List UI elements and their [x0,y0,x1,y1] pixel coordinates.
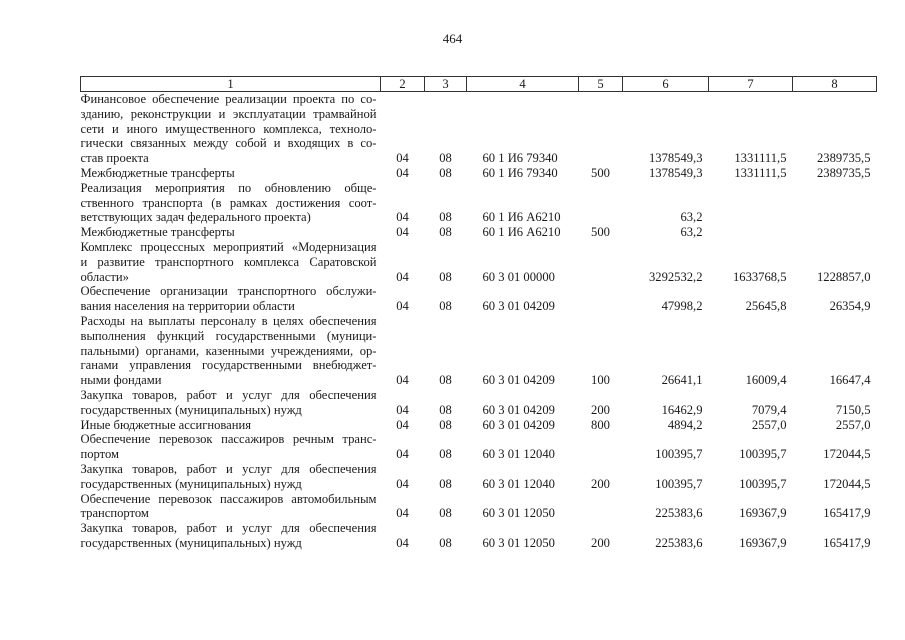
table-row [81,462,877,492]
amount-col7: 1331111,5 [734,151,787,166]
target-article: 60 3 01 12040 [482,447,555,462]
table-row [81,181,877,225]
row-description [81,462,381,492]
table-row [81,388,877,418]
table-row [81,492,877,522]
subsection-code: 08 [439,210,452,225]
description-line: выполнения функций государственными (муници- [80,328,377,343]
table-row [81,521,877,551]
description-line: Межбюджетные трансферты [80,165,235,180]
expense-type: 500 [591,165,610,180]
description-line: государственных (муниципальных) нужд [80,535,302,550]
amount-col8: 26354,9 [829,299,871,314]
expense-type: 200 [591,535,610,550]
row-description [81,225,381,240]
description-line: и развитие транспортного комплекса Саратовской [80,254,377,269]
description-line: ганами управления государственными внебюджет- [80,358,377,373]
table-row [81,240,877,284]
column-header-5: 5 [579,77,623,92]
target-article: 60 1 И6 A6210 [482,210,561,225]
amount-col6: 225383,6 [655,535,703,550]
expense-type [579,181,623,225]
row-description [81,432,381,462]
description-line: сети и иного имущественного комплекса, техноло- [80,121,377,136]
row-description [81,388,381,418]
table-row [81,314,877,388]
column-header-8: 8 [793,77,877,92]
description-line: Финансовое обеспечение реализации проекта по со- [80,92,377,106]
description-line: Расходы на выплаты персоналу в целях обеспечения [80,313,377,328]
amount-col6: 16462,9 [661,402,703,417]
table-row [81,92,877,166]
table-row [81,432,877,462]
amount-col7 [709,181,793,225]
subsection-code: 08 [439,225,452,240]
description-line: Закупка товаров, работ и услуг для обеспечения [80,387,377,402]
amount-col6: 3292532,2 [648,269,703,284]
amount-col8: 2557,0 [835,417,871,432]
description-line: Межбюджетные трансферты [80,225,235,240]
description-line: государственных (муниципальных) нужд [80,402,302,417]
target-article: 60 1 И6 A6210 [482,225,561,240]
amount-col7: 100395,7 [739,476,787,491]
amount-col6: 4894,2 [667,417,703,432]
row-description [81,240,381,284]
amount-col8: 16647,4 [829,373,871,388]
subsection-code: 08 [439,447,452,462]
description-line: гически связанных между собой и входящих в со- [80,136,377,151]
expense-type [579,492,623,522]
section-code: 04 [396,447,409,462]
amount-col6: 100395,7 [655,447,703,462]
column-header-1: 1 [81,77,381,92]
column-header-3: 3 [425,77,467,92]
description-line: Комплекс процессных мероприятий «Модернизация [80,239,377,254]
budget-table [80,76,877,551]
amount-col8: 2389735,5 [816,165,871,180]
amount-col6: 1378549,3 [648,165,703,180]
description-line: зданию, реконструкции и эксплуатации трамвайной [80,106,377,121]
section-code: 04 [396,299,409,314]
target-article: 60 3 01 04209 [482,402,555,417]
amount-col6: 225383,6 [655,506,703,521]
expense-type: 200 [591,476,610,491]
table-row [81,166,877,181]
description-line: пальными) органами, казенными учреждениями, ор- [80,343,377,358]
description-line: вания населения на территории области [80,299,295,314]
subsection-code: 08 [439,269,452,284]
amount-col7: 2557,0 [751,417,787,432]
column-header-7: 7 [709,77,793,92]
column-header-4: 4 [467,77,579,92]
amount-col6: 63,2 [680,225,703,240]
amount-col8: 172044,5 [823,476,871,491]
amount-col7: 7079,4 [751,402,787,417]
target-article: 60 3 01 12050 [482,506,555,521]
target-article: 60 3 01 00000 [482,269,555,284]
description-line: Закупка товаров, работ и услуг для обеспечения [80,461,377,476]
expense-type [579,92,623,166]
amount-col7: 1633768,5 [732,269,787,284]
amount-col8: 165417,9 [823,506,871,521]
target-article: 60 3 01 04209 [482,299,555,314]
header-row [81,77,877,92]
description-line: Обеспечение перевозок пассажиров речным транс- [80,432,377,447]
section-code: 04 [396,373,409,388]
column-header-6: 6 [623,77,709,92]
subsection-code: 08 [439,535,452,550]
column-header-2: 2 [381,77,425,92]
row-description [81,314,381,388]
amount-col6: 1378549,3 [648,151,703,166]
section-code: 04 [396,269,409,284]
description-line: области» [80,269,129,284]
expense-type: 100 [591,373,610,388]
expense-type [579,240,623,284]
row-description [81,418,381,433]
subsection-code: 08 [439,373,452,388]
amount-col7: 25645,8 [745,299,787,314]
row-description [81,92,381,166]
description-line: ветствующих задач федерального проекта) [80,210,311,225]
table-row [81,418,877,433]
table-row [81,284,877,314]
section-code: 04 [396,535,409,550]
amount-col8: 1228857,0 [816,269,871,284]
row-description [81,521,381,551]
page-number: 464 [442,31,463,46]
target-article: 60 1 И6 79340 [482,151,558,166]
expense-type: 500 [591,225,610,240]
amount-col7: 100395,7 [739,447,787,462]
description-line: Иные бюджетные ассигнования [80,417,252,432]
row-description [81,492,381,522]
amount-col7: 1331111,5 [734,165,787,180]
row-description [81,166,381,181]
description-line: государственных (муниципальных) нужд [80,476,302,491]
section-code: 04 [396,225,409,240]
description-line: став проекта [80,151,149,166]
amount-col7 [709,225,793,240]
amount-col7: 169367,9 [739,535,787,550]
target-article: 60 3 01 04209 [482,373,555,388]
section-code: 04 [396,417,409,432]
table-row [81,225,877,240]
description-line: Обеспечение организации транспортного обслужи- [80,284,377,299]
description-line: Реализация мероприятия по обновлению обще- [80,180,377,195]
subsection-code: 08 [439,417,452,432]
amount-col7: 169367,9 [739,506,787,521]
amount-col6: 63,2 [680,210,703,225]
section-code: 04 [396,151,409,166]
subsection-code: 08 [439,506,452,521]
amount-col8 [793,181,877,225]
subsection-code: 08 [439,165,452,180]
description-line: ственного транспорта (в рамках достижения соот- [80,195,377,210]
amount-col8 [793,225,877,240]
section-code: 04 [396,210,409,225]
subsection-code: 08 [439,151,452,166]
amount-col6: 47998,2 [661,299,703,314]
subsection-code: 08 [439,476,452,491]
amount-col6: 100395,7 [655,476,703,491]
row-description [81,284,381,314]
expense-type [579,284,623,314]
description-line: портом [80,447,120,462]
expense-type: 200 [591,402,610,417]
amount-col7: 16009,4 [745,373,787,388]
amount-col8: 7150,5 [835,402,871,417]
section-code: 04 [396,165,409,180]
target-article: 60 3 01 04209 [482,417,555,432]
description-line: Закупка товаров, работ и услуг для обеспечения [80,521,377,536]
description-line: ными фондами [80,373,162,388]
section-code: 04 [396,402,409,417]
amount-col6: 26641,1 [661,373,703,388]
amount-col8: 2389735,5 [816,151,871,166]
expense-type: 800 [591,417,610,432]
section-code: 04 [396,506,409,521]
description-line: транспортом [80,506,149,521]
subsection-code: 08 [439,299,452,314]
description-line: Обеспечение перевозок пассажиров автомобильным [80,491,377,506]
target-article: 60 1 И6 79340 [482,165,558,180]
row-description [81,181,381,225]
amount-col8: 165417,9 [823,535,871,550]
target-article: 60 3 01 12040 [482,476,555,491]
subsection-code: 08 [439,402,452,417]
target-article: 60 3 01 12050 [482,535,555,550]
expense-type [579,432,623,462]
section-code: 04 [396,476,409,491]
amount-col8: 172044,5 [823,447,871,462]
